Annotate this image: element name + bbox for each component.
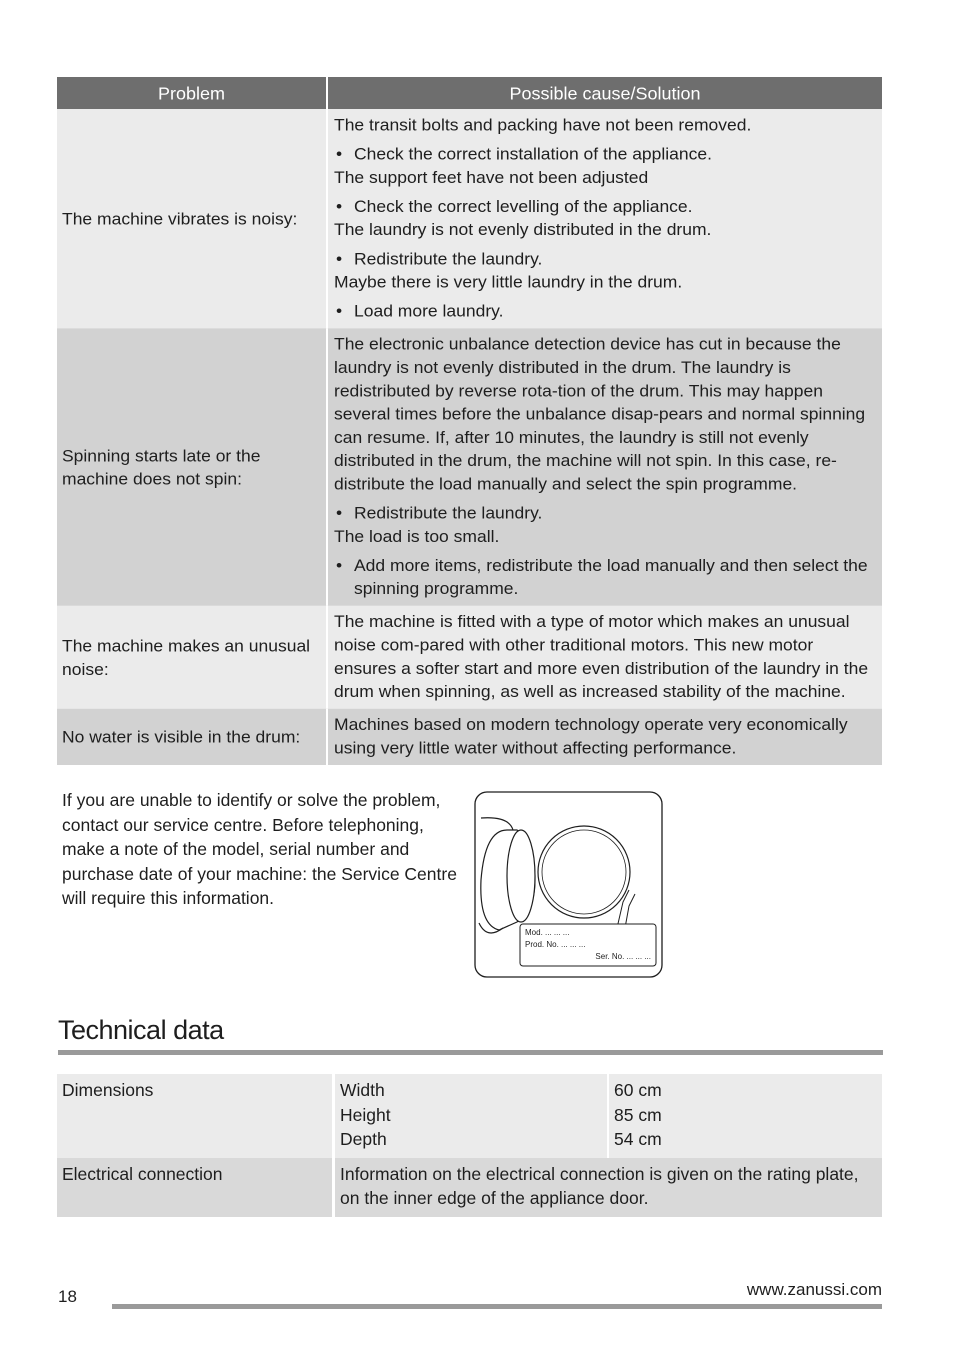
problem-cell: The machine makes an unusual noise:	[57, 606, 328, 709]
plate-mod: Mod. ... ... ...	[525, 928, 570, 937]
page-number: 18	[58, 1287, 77, 1306]
table-row	[57, 1158, 882, 1217]
cause-text: The machine is fitted with a type of motor which makes an unusual noise com-pared with other traditional motors. This new motor ensures a softer start and more even distribution of the laundry in the drum when spinning, as well as increased stability of the machine.	[334, 611, 869, 701]
dimension-name: Depth	[340, 1129, 387, 1149]
header-problem: Problem	[57, 77, 328, 109]
bullet-item: • Check the correct levelling of the appliance.	[334, 194, 876, 217]
dimension-value: 85 cm	[614, 1104, 662, 1125]
section-divider	[58, 1050, 883, 1055]
service-note: If you are unable to identify or solve the problem, contact our service centre. Before telephoning, make a note of the model, serial number and purchase date of your machine: the Service Centre will require this information.	[62, 790, 457, 908]
table-row	[57, 109, 882, 328]
solution-cell	[328, 328, 882, 606]
plate-ser: Ser. No. ... ... ...	[595, 952, 651, 961]
plate-prod: Prod. No. ... ... ...	[525, 940, 586, 949]
cause-text: The support feet have not been adjusted	[334, 167, 649, 187]
dimension-values	[609, 1074, 882, 1158]
dimension-value: 54 cm	[614, 1129, 662, 1149]
footer-divider	[112, 1304, 882, 1309]
table-row	[57, 1074, 882, 1158]
solution-cell	[328, 709, 882, 765]
table-row	[57, 328, 882, 606]
cause-text: Maybe there is very little laundry in the drum.	[334, 272, 683, 292]
bullet-item: • Redistribute the laundry.	[334, 247, 876, 270]
bullet-item: • Add more items, redistribute the load manually and then select the spinning programme.	[334, 553, 876, 600]
bullet-item: • Redistribute the laundry.	[334, 501, 876, 524]
cause-text: The electronic unbalance detection device has cut in because the laundry is not evenly distributed in the drum. The laundry is redistributed by reverse rota-tion of the drum. This may happen several times before the unbalance disap-pears and normal spinning can resume. If, after 10 minutes, the laundry is still not evenly distributed in the drum, the machine will not spin. In this case, re-distribute the load manually and select the spin programme.	[334, 334, 866, 494]
dimension-names	[335, 1074, 609, 1158]
rating-plate-illustration	[473, 790, 665, 980]
cause-text: Machines based on modern technology operate very economically using very little water without affecting performance.	[334, 714, 848, 758]
dimension-value: 60 cm	[614, 1080, 662, 1100]
website-link[interactable]: www.zanussi.com	[746, 1280, 882, 1299]
problem-cell: No water is visible in the drum:	[57, 709, 328, 765]
solution-cell	[328, 109, 882, 328]
problem-cell: The machine vibrates is noisy:	[57, 109, 328, 328]
dimension-name: Width	[340, 1080, 385, 1100]
dimension-name: Height	[340, 1104, 391, 1125]
cause-text: The load is too small.	[334, 526, 500, 546]
troubleshooting-table	[57, 77, 882, 765]
electrical-label: Electrical connection	[57, 1158, 335, 1217]
table-row	[57, 606, 882, 709]
solution-cell	[328, 606, 882, 709]
header-cause-solution: Possible cause/Solution	[328, 77, 882, 109]
technical-data-title: Technical data	[58, 1015, 224, 1045]
bullet-item: • Check the correct installation of the appliance.	[334, 142, 876, 165]
bullet-item: • Load more laundry.	[334, 299, 876, 322]
electrical-text: Information on the electrical connection is given on the rating plate, on the inner edge of the appliance door.	[335, 1158, 882, 1217]
dimensions-label: Dimensions	[57, 1074, 335, 1158]
cause-text: The transit bolts and packing have not been removed.	[334, 114, 752, 135]
table-row	[57, 709, 882, 765]
technical-data-table	[57, 1074, 882, 1217]
problem-cell: Spinning starts late or the machine does not spin:	[57, 328, 328, 606]
cause-text: The laundry is not evenly distributed in the drum.	[334, 219, 712, 240]
